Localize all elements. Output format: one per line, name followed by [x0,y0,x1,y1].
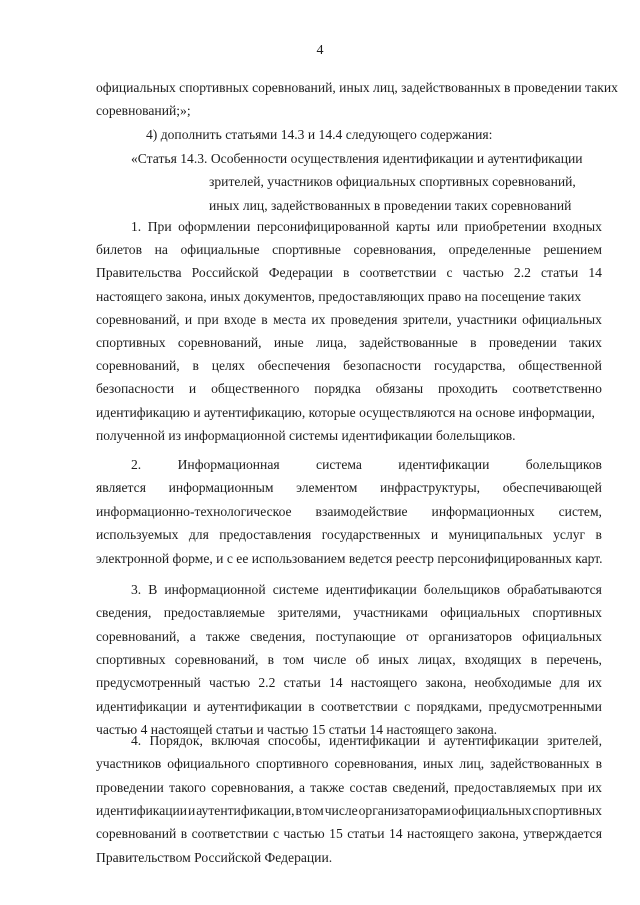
intro-line-1: официальных спортивных соревнований, иных лиц, задействованных в проведении таких [96,80,618,95]
paragraph-1-line-2 [96,242,602,258]
word: аутентификации [206,699,302,714]
word: предусмотренный [96,675,201,690]
word: 14 [388,826,403,841]
word: соответствии [320,699,398,714]
paragraph-1-line-9 [96,405,595,421]
word: и [188,381,197,396]
paragraph-4-line-4 [96,803,602,819]
word: официального [167,756,250,771]
intro-line-2: соревнований;»; [96,103,191,118]
word: система [316,457,362,472]
word: утверждается [523,826,602,841]
word: полученной из информационной системы идентификации болельщиков. [96,428,516,443]
word: соответствии [359,265,437,280]
word: поступающие [315,629,396,644]
amendment-item-4: 4) дополнить статьями 14.3 и 14.4 следующего содержания: [146,127,493,142]
word: аутентификации [443,733,539,748]
word: Федерации [268,265,333,280]
paragraph-1-line-6 [96,335,602,351]
word: для [559,675,580,690]
word: соревнований, [96,312,180,327]
word: обязаны [375,381,424,396]
word: элементом [296,480,358,495]
word: государства, [434,358,506,373]
word: соревнований, [177,335,262,350]
word: электронной форме, и с ее использованием ведется реестр персонифицированных карт. [96,551,603,566]
word: организаторами [358,803,451,818]
word: В [148,582,158,597]
word: статьи [540,265,579,280]
word: лица, [315,335,347,350]
word: их [587,675,602,690]
word: частью [208,675,251,690]
word: при [197,312,219,327]
paragraph-3-line-2 [96,605,602,621]
word: 2. [131,457,142,472]
word: аутентификации, [196,803,295,818]
word: входе [224,312,257,327]
word: официальных [451,803,532,818]
word: общественного [211,381,300,396]
word: спортивных [532,605,602,620]
word: услуг [553,527,586,542]
word: спортивные [272,242,341,257]
word: спортивных [96,335,166,350]
word: официальных [522,312,602,327]
word: в [308,699,315,714]
word: настоящего [407,826,474,841]
word: зрителей, [547,733,602,748]
word: соответствии [191,826,269,841]
word: числе [313,652,347,667]
word: задействованные [359,335,458,350]
paragraph-2-line-1 [131,457,602,473]
paragraph-1-line-8 [96,381,602,397]
word: настоящего [350,675,418,690]
paragraph-4-line-6 [96,850,332,866]
paragraph-3-line-5 [96,675,602,691]
word: официальных [522,629,602,644]
word: в [530,652,538,667]
word: используемых [96,527,179,542]
word: частью 4 настоящей статьи и частью 15 статьи 14 настоящего закона. [96,722,498,737]
word: Порядок, [149,733,203,748]
word: информационных [431,504,535,519]
word: проведения [330,312,398,327]
word: Правительства [96,265,182,280]
word: порядка [314,381,361,396]
paragraph-2-line-4 [96,527,602,543]
paragraph-4-line-5 [96,826,602,842]
word: входных [552,219,602,234]
word: соревнования, [211,780,294,795]
word: в [192,358,199,373]
word: 14 [588,265,602,280]
word: иных [378,652,409,667]
word: проведении [96,780,164,795]
word: 14 [329,675,343,690]
word: информационным [168,480,274,495]
paragraph-2-line-5 [96,551,603,567]
word: идентификации [96,803,188,818]
word: При [147,219,172,234]
word: 15 [329,826,343,841]
word: в [295,803,302,818]
word: соревнований, [96,629,180,644]
word: информационной [164,582,266,597]
paragraph-3-line-4 [96,652,602,668]
word: зрители, [402,312,452,327]
article-heading-line-2: зрителей, участников официальных спортивных соревнований, [209,174,576,189]
word: соответственно [512,381,602,396]
word: способы, [267,733,321,748]
paragraph-2-line-3 [96,504,602,520]
word: при [561,780,583,795]
word: обеспечения [257,358,331,373]
word: предоставляемых [454,780,557,795]
word: от [405,629,419,644]
word: закона, [425,675,467,690]
word: муниципальных [448,527,543,542]
word: и [188,803,196,818]
word: соревнования, [353,242,437,257]
word: перечень, [546,652,602,667]
word: предоставляемые [163,605,265,620]
word: идентификацию и аутентификацию, которые осуществляются на основе информации, [96,405,595,420]
word: таких [569,335,602,350]
word: их [311,312,326,327]
word: а [189,629,196,644]
paragraph-1-line-10 [96,428,516,444]
paragraph-4-line-3 [96,780,602,796]
word: об [355,652,370,667]
word: и [430,527,439,542]
word: и [184,312,193,327]
word: состав [349,780,388,795]
article-heading-line-3: иных лиц, задействованных в проведении таких соревнований [209,198,572,213]
word: спортивных [96,652,166,667]
word: в [470,335,477,350]
paragraph-1-line-3 [96,265,602,281]
word: частью [283,826,325,841]
word: болельщиков [423,582,501,597]
word: персонифицированной [256,219,390,234]
word: зрителями, [277,605,342,620]
word: в [343,265,350,280]
word: организаторов [428,629,513,644]
word: оформлении [178,219,251,234]
word: иных [422,756,454,771]
page-number: 4 [316,43,324,58]
word: информационно-технологическое [96,504,292,519]
word: том [283,652,305,667]
word: задействованных [490,756,590,771]
word: карты [396,219,431,234]
word: решением [543,242,602,257]
paragraph-1-line-4 [96,289,581,305]
paragraph-4-line-2 [96,756,602,772]
word: сведения, [96,605,152,620]
word: билетов [96,242,142,257]
word: сведения, [250,629,306,644]
word: инфраструктуры, [380,480,481,495]
word: числе [324,803,358,818]
word: такого [169,780,206,795]
word: входящих [464,652,522,667]
word: частью [462,265,504,280]
word: общественной [518,358,602,373]
word: болельщиков [525,457,602,472]
word: с [446,265,453,280]
word: является [96,480,146,495]
word: или [436,219,458,234]
word: соревнований, [174,652,259,667]
word: лиц, [459,756,485,771]
word: в [595,756,602,771]
word: безопасности [96,381,175,396]
paragraph-2-line-2 [96,480,602,496]
word: 3. [131,582,142,597]
word: участников [96,756,162,771]
word: места [272,312,307,327]
word: закона, [477,826,519,841]
word: настоящего закона, иных документов, предоставляющих право на посещение таких [96,289,582,304]
word: порядками, [416,699,483,714]
paragraph-3-line-3 [96,629,602,645]
word: необходимые [474,675,552,690]
word: также [205,629,240,644]
word: включая [211,733,260,748]
word: государственных [321,527,421,542]
word: их [587,780,602,795]
word: также [310,780,345,795]
word: иные [273,335,304,350]
word: идентификации [328,733,421,748]
word: статьи [347,826,385,841]
word: в [267,652,275,667]
word: проходить [437,381,498,396]
word: 2.2 [513,265,531,280]
word: спортивного [255,756,329,771]
word: проведении [488,335,557,350]
word: участники [456,312,517,327]
paragraph-1-line-1 [131,219,602,235]
word: соревнований, [96,358,180,373]
word: приобретении [464,219,547,234]
word: 4. [131,733,142,748]
word: соревнования, [334,756,417,771]
word: сведений, [392,780,449,795]
word: определенные [448,242,531,257]
word: 1. [131,219,142,234]
word: Российской [191,265,259,280]
paragraph-1-line-5 [96,312,602,328]
word: официальных [440,605,521,620]
word: системе [272,582,319,597]
word: лицах, [418,652,456,667]
word: на [154,242,168,257]
word: и [193,699,201,714]
word: в [261,312,268,327]
word: том [302,803,324,818]
word: с [404,699,411,714]
word: с [272,826,279,841]
word: обрабатываются [507,582,602,597]
word: Правительством Российской Федерации. [96,850,333,865]
paragraph-4-line-1 [131,733,602,749]
word: спортивных [532,803,602,818]
word: Информационная [177,457,280,472]
word: 2.2 [258,675,276,690]
word: и [428,733,436,748]
word: в [595,527,602,542]
word: предусмотренными [488,699,602,714]
word: идентификации [325,582,417,597]
paragraph-3-line-6 [96,699,602,715]
word: в [180,826,188,841]
word: участниками [353,605,428,620]
word: систем, [558,504,602,519]
word: безопасности [343,358,422,373]
article-heading-line-1: «Статья 14.3. Особенности осуществления идентификации и аутентификации [131,151,583,166]
word: соревнований [96,826,177,841]
word: а [299,780,306,795]
word: целях [211,358,245,373]
paragraph-3-line-1 [131,582,602,598]
word: обеспечивающей [502,480,602,495]
word: для [188,527,209,542]
word: официальные [180,242,260,257]
word: предоставления [219,527,312,542]
paragraph-1-line-7 [96,358,602,374]
word: идентификации [398,457,490,472]
word: идентификации [96,699,188,714]
word: статьи [283,675,321,690]
word: взаимодействие [315,504,408,519]
